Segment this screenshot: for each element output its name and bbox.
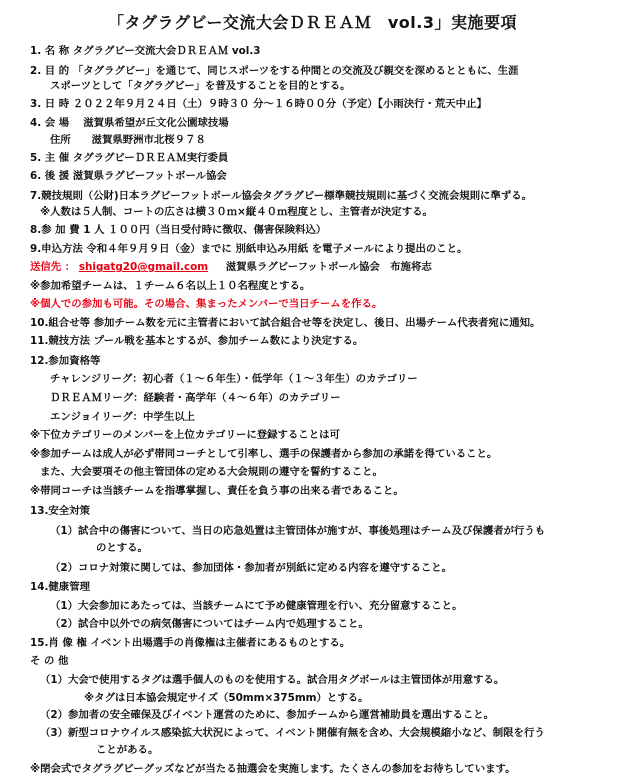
item-support: 6. 後 援 滋賀県ラグビーフットボール協会 (30, 170, 227, 183)
safety-2: （2）コロナ対策に関しては、参加団体・参加者が別紙に定める内容を遵守すること。 (50, 561, 453, 574)
item-fee: 8.参 加 費 1 人 １００円（当日受付時に徴収、傷害保険料込） (30, 224, 327, 236)
health-1: （1）大会参加にあたっては、当該チームにて予め健康管理を行い、充分留意すること。 (50, 599, 463, 612)
item-team-size: ※参加希望チームは、１チーム６名以上１０名程度とする。 (30, 279, 311, 292)
item-portrait: 15.肖 像 権 イベント出場選手の肖像権は主催者にあるものとする。 (30, 636, 351, 649)
item-rules-line1: 7.競技規則（公財)日本ラグビーフットボール協会タグラグビー標準競技規則に基づく交流会規則に準ずる。 (30, 189, 532, 202)
other-1: （1）大会で使用するタグは選手個人のものを使用する。試合用タグボールは主管団体が用意する。 (40, 673, 505, 686)
other-3-line1: （3）新型コロナウイルス感染拡大状況によって、イベント開催有無を含め、大会規模縮小など、制限を行う (40, 726, 545, 739)
send-to-label: 送信先 ： (30, 261, 76, 274)
item-host: 5. 主 催 タグラグビーＤＲＥＡＭ実行委員 (30, 151, 229, 164)
item-venue: 4. 会 場 滋賀県希望が丘文化公園球技場 (30, 117, 229, 130)
item-individual: ※個人での参加も可能。その場合、集まったメンバーで当日チームを作る。 (30, 298, 383, 311)
item-purpose-line1: 2. 目 的 「タグラグビー」を通じて、同じスポーツをする仲間との交流及び親交を深めるとともに、生涯 (30, 64, 519, 77)
safety-1-line1: （1）試合中の傷害について、当日の応急処置は主管団体が施すが、事後処理はチーム及び保護者が行うも (50, 524, 546, 537)
send-to-org: 滋賀県ラグビーフットボール協会 布施将志 (225, 261, 432, 274)
safety-1-line2: のとする。 (96, 542, 148, 555)
note-coach-line3: ※帯同コーチは当該チームを指導掌握し、責任を負う事の出来る者であること。 (30, 484, 404, 497)
item-format: 11.競技方法 プール戦を基本とするが、参加チーム数により決定する。 (30, 335, 364, 348)
item-purpose-line2: スポーツとして「タグラグビー」を普及することを目的とする。 (50, 80, 351, 93)
item-health: 14.健康管理 (30, 581, 90, 594)
health-2: （2）試合中以外での病気傷害についてはチーム内で処理すること。 (50, 618, 369, 631)
item-date: 3. 日 時 ２０２２年９月２４日（土）９時３０ 分～１６時００分（予定）【小雨決行・荒天中止】 (30, 97, 487, 110)
item-safety: 13.安全対策 (30, 505, 90, 518)
item-eligibility: 12.参加資格等 (30, 354, 101, 367)
note-lower-category: ※下位カテゴリーのメンバーを上位カテゴリーに登録することは可 (30, 429, 340, 441)
note-coach-line2: また、大会要項その他主管団体の定める大会規則の遵守を誓約すること。 (40, 466, 383, 479)
other-3-line2: ことがある。 (96, 744, 159, 757)
note-coach-line1: ※参加チームは成人が必ず帯同コーチとして引率し、選手の保護者から参加の承諾を得ていること。 (30, 447, 498, 460)
item-address: 住所 滋賀県野洲市北桜９７８ (50, 134, 206, 147)
league-enjoy: エンジョイリーグ：中学生以上 (50, 410, 195, 423)
item-other: そ の 他 (30, 655, 69, 668)
item-name: 1. 名 称 タグラグビー交流大会ＤＲＥＡＭ vol.3 (30, 45, 261, 57)
closing-note: ※閉会式でタグラグビーグッズなどが当たる抽選会を実施します。たくさんの参加をお待ちしています。 (30, 763, 516, 775)
item-rules-line2: ※人数は５人制、コートの広さは横３０ｍ×縦４０ｍ程度とし、主管者が決定する。 (40, 206, 433, 219)
item-grouping: 10.組合せ等 参加チーム数を元に主管者において試合組合せ等を決定し、後日、出場チーム代表者宛に通知。 (30, 316, 541, 329)
league-challenge: チャレンジリーグ：初心者（１～６年生）・低学年（１～３年生）のカテゴリー (50, 373, 418, 386)
item-application: 9.申込方法 令和４年９月９日（金）までに 別紙申込み用紙 を電子メールにより提出のこと。 (30, 242, 468, 255)
send-to-row (30, 260, 617, 274)
email-link[interactable]: shigatg20@gmail.com (78, 261, 209, 274)
other-1-note: ※タグは日本協会規定サイズ（50mm×375mm）とする。 (84, 691, 369, 704)
page-title: 「タグラグビー交流大会ＤＲＥＡＭ vol.3」実施要項 (108, 13, 517, 32)
league-dream: ＤＲＥＡＭリーグ：経験者・高学年（４～６年）のカテゴリー (50, 391, 341, 404)
other-2: （2）参加者の安全確保及びイベント運営のために、参加チームから運営補助員を選出すること。 (40, 709, 495, 722)
